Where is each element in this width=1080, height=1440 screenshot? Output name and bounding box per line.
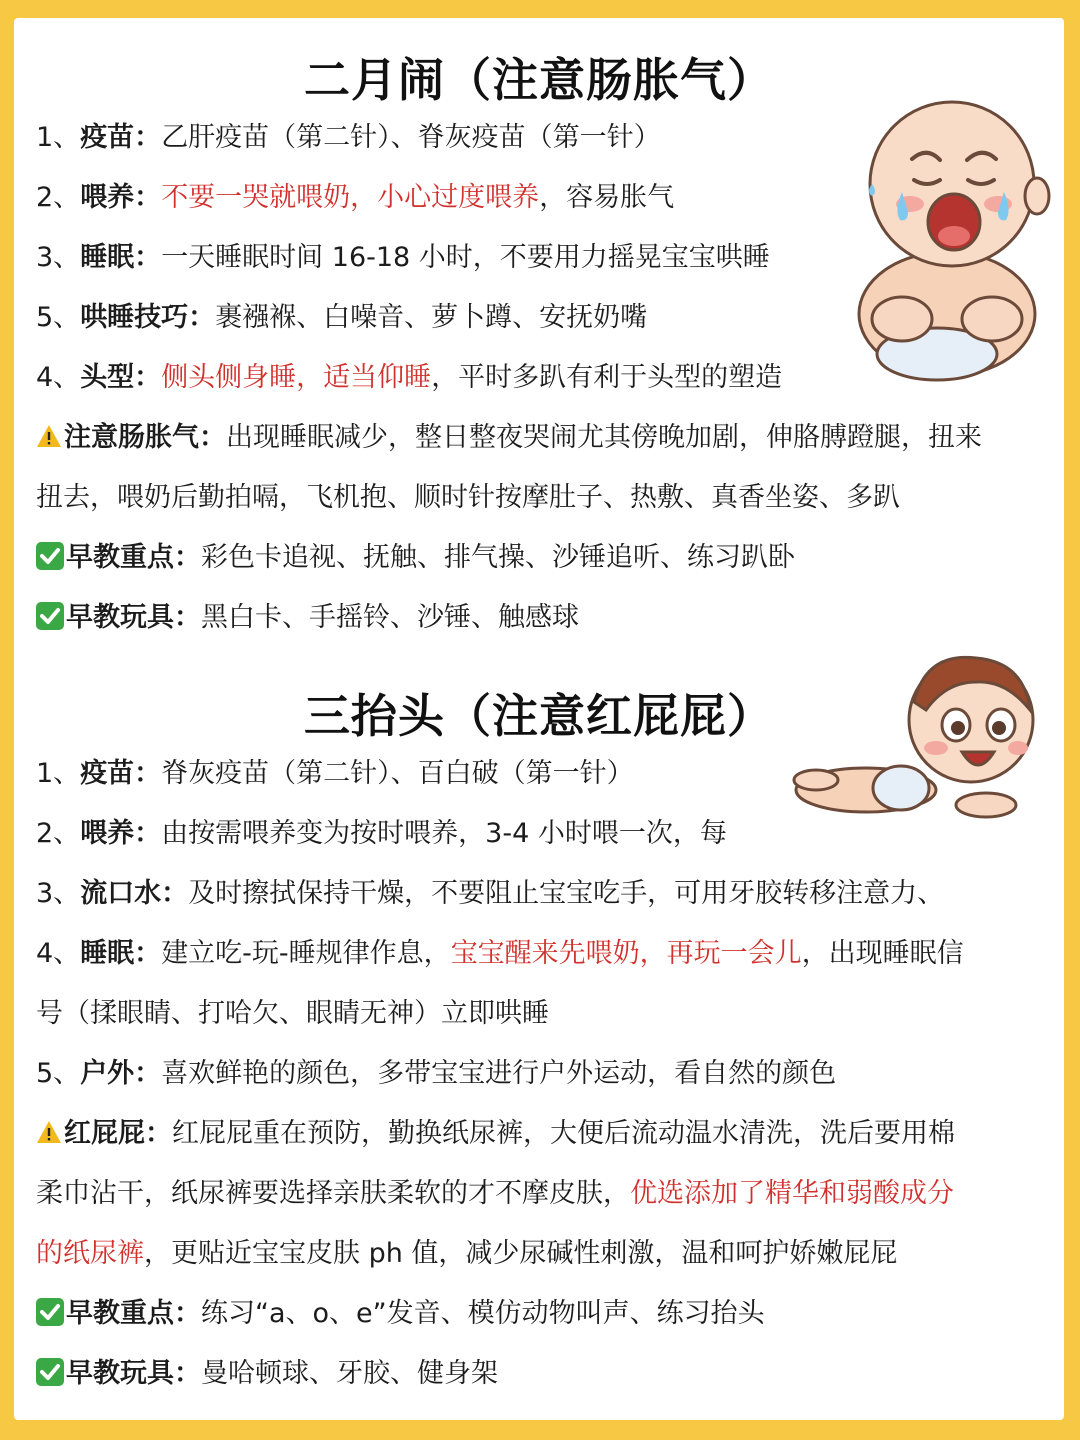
check-icon xyxy=(36,1358,64,1386)
s1-focus-line: 早教重点：彩色卡追视、抚触、排气操、沙锤追听、练习趴卧 xyxy=(36,542,795,574)
s2-feeding-line: 2、喂养：由按需喂养变为按时喂养，3-4 小时喂一次，每 xyxy=(36,818,727,849)
warning-icon xyxy=(36,424,62,448)
s2-sleep-line1: 4、睡眠：建立吃-玩-睡规律作息，宝宝醒来先喂奶，再玩一会儿，出现睡眠信 xyxy=(36,938,964,969)
crying-baby-icon xyxy=(842,84,1052,384)
section2-title: 三抬头（注意红屁屁） xyxy=(304,689,774,743)
check-icon xyxy=(36,542,64,570)
s1-feeding-line: 2、喂养：不要一哭就喂奶，小心过度喂养，容易胀气 xyxy=(36,182,675,213)
s1-toys-line: 早教玩具：黑白卡、手摇铃、沙锤、触感球 xyxy=(36,602,579,634)
s2-drool-line: 3、流口水：及时擦拭保持干燥，不要阻止宝宝吃手，可用牙胶转移注意力、 xyxy=(36,878,945,909)
s2-focus-line: 早教重点：练习“a、o、e”发音、模仿动物叫声、练习抬头 xyxy=(36,1298,765,1330)
s1-warning-line2: 扭去，喂奶后勤拍嗝，飞机抱、顺时针按摩肚子、热敷、真香坐姿、多趴 xyxy=(36,482,900,513)
s2-sleep-line2: 号（揉眼睛、打哈欠、眼睛无神）立即哄睡 xyxy=(36,998,549,1029)
s2-warning-line1: 红屁屁：红屁屁重在预防，勤换纸尿裤，大便后流动温水清洗，洗后要用棉 xyxy=(36,1118,955,1150)
s2-warning-line3: 的纸尿裤，更贴近宝宝皮肤 ph 值，减少尿碱性刺激，温和呵护娇嫩屁屁 xyxy=(36,1238,898,1269)
s1-sleep-line: 3、睡眠：一天睡眠时间 16-18 小时，不要用力摇晃宝宝哄睡 xyxy=(36,242,770,273)
s1-soothe-line: 5、哄睡技巧：裹襁褓、白噪音、萝卜蹲、安抚奶嘴 xyxy=(36,302,648,333)
content-card xyxy=(14,18,1064,1420)
section1-title: 二月闹（注意肠胀气） xyxy=(304,53,774,107)
s1-warning-line1: 注意肠胀气：出现睡眠减少，整日整夜哭闹尤其傍晚加剧，伸胳膊蹬腿，扭来 xyxy=(36,422,982,454)
s1-vaccine-line: 1、疫苗：乙肝疫苗（第二针）、脊灰疫苗（第一针） xyxy=(36,122,661,153)
check-icon xyxy=(36,602,64,630)
s2-warning-line2: 柔巾沾干，纸尿裤要选择亲肤柔软的才不摩皮肤，优选添加了精华和弱酸成分 xyxy=(36,1178,954,1209)
check-icon xyxy=(36,1298,64,1326)
crawling-baby-icon xyxy=(786,640,1036,830)
s2-outdoor-line: 5、户外：喜欢鲜艳的颜色，多带宝宝进行户外运动，看自然的颜色 xyxy=(36,1058,837,1089)
s2-toys-line: 早教玩具：曼哈顿球、牙胶、健身架 xyxy=(36,1358,498,1390)
s2-vaccine-line: 1、疫苗：脊灰疫苗（第二针）、百白破（第一针） xyxy=(36,758,634,789)
warning-icon xyxy=(36,1120,62,1144)
s1-head-line: 4、头型：侧头侧身睡，适当仰睡，平时多趴有利于头型的塑造 xyxy=(36,362,783,393)
